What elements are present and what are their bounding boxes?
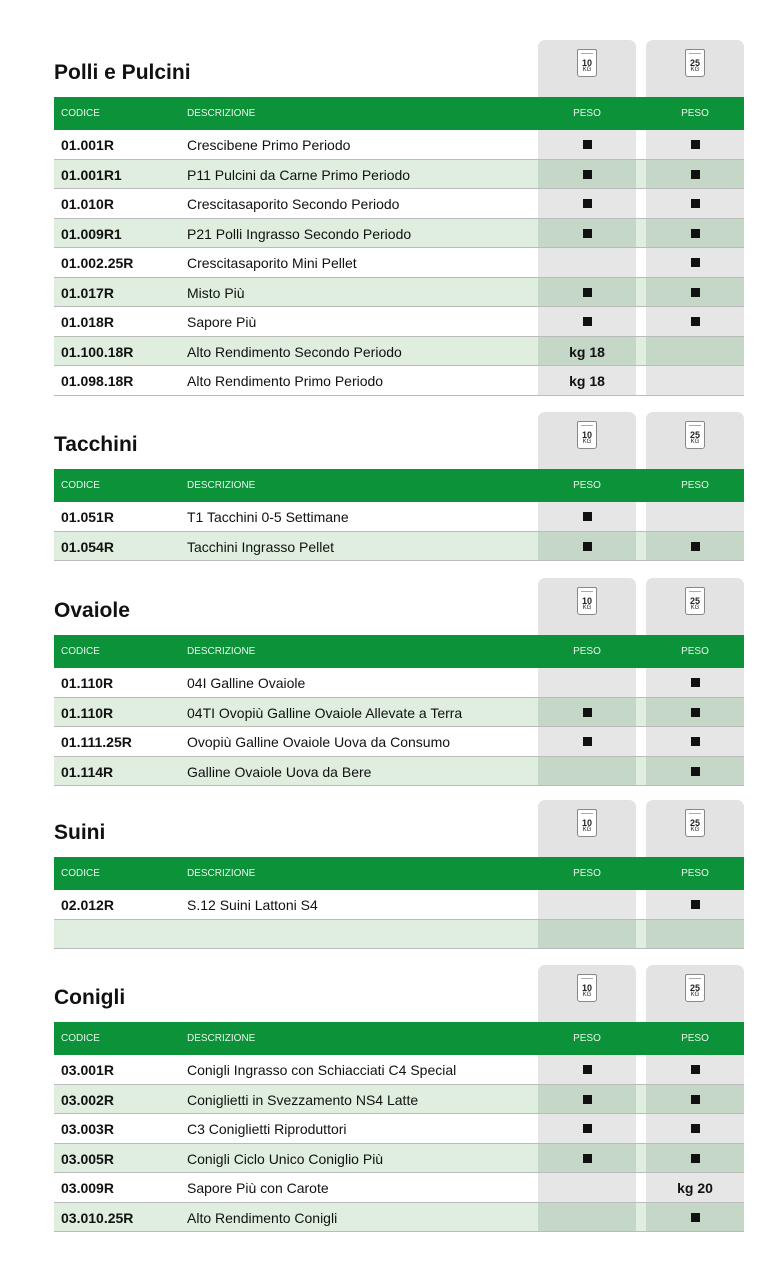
availability-mark: [583, 1095, 592, 1104]
section-title: Suini: [54, 821, 106, 844]
weight-10kg-cell: [538, 532, 636, 561]
table-row: [54, 1114, 744, 1144]
section-header: [54, 965, 744, 1022]
availability-mark: [583, 317, 592, 326]
weight-10kg-cell: [538, 1203, 636, 1232]
product-description: Ovopiù Galline Ovaiole Uova da Consumo: [187, 734, 451, 750]
bag-weight-number: 25: [689, 818, 700, 828]
product-code: 01.010R: [61, 196, 114, 212]
table-row: [54, 698, 744, 728]
weight-25kg-cell: [646, 757, 744, 786]
section-polli-e-pulcini: [54, 40, 744, 396]
availability-mark: [691, 678, 700, 687]
table-header: [54, 97, 744, 130]
section-title: Tacchini: [54, 433, 138, 456]
weight-10kg-cell: [538, 278, 636, 307]
column-header-code: CODICE: [61, 108, 100, 119]
table-row: [54, 248, 744, 278]
section-title: Polli e Pulcini: [54, 61, 191, 84]
weight-25kg-cell: [646, 698, 744, 727]
bag-column-25kg: [646, 40, 744, 97]
bag-weight-number: 10: [581, 596, 592, 606]
bag-column-25kg: [646, 578, 744, 635]
product-description: Crescibene Primo Periodo: [187, 137, 351, 153]
table-header: [54, 469, 744, 502]
bag-weight-number: 25: [689, 983, 700, 993]
table-row: [54, 502, 744, 532]
bag-25kg-icon: [685, 974, 705, 1002]
product-description: 04I Galline Ovaiole: [187, 675, 306, 691]
product-code: 03.010.25R: [61, 1209, 134, 1226]
product-description: 04TI Ovopiù Galline Ovaiole Allevate a Terra: [187, 704, 463, 721]
availability-mark: [583, 1154, 592, 1163]
availability-mark: [583, 1065, 592, 1074]
weight-25kg-cell: [646, 278, 744, 307]
product-code: 01.018R: [61, 314, 114, 330]
bag-weight-unit: KG: [582, 827, 592, 833]
weight-10kg-cell: [538, 160, 636, 189]
column-header-description: DESCRIZIONE: [187, 868, 256, 879]
section-ovaiole: [54, 578, 744, 786]
weight-label: kg 18: [569, 373, 605, 389]
bag-weight-unit: KG: [582, 992, 592, 998]
availability-mark: [691, 140, 700, 149]
availability-mark: [691, 1154, 700, 1163]
weight-25kg-cell: [646, 1114, 744, 1143]
product-code: 01.002.25R: [61, 255, 134, 271]
bag-column-10kg: [538, 578, 636, 635]
column-header-code: CODICE: [61, 480, 100, 491]
bag-weight-number: 10: [581, 818, 592, 828]
weight-label: kg 20: [677, 1180, 713, 1196]
product-code: 01.111.25R: [61, 734, 132, 750]
availability-mark: [583, 512, 592, 521]
weight-25kg-cell: [646, 248, 744, 277]
bag-weight-number: 10: [581, 983, 592, 993]
bag-10kg-icon: [577, 421, 597, 449]
table-row: [54, 307, 744, 337]
product-description: Crescitasaporito Mini Pellet: [187, 255, 357, 271]
bag-weight-number: 10: [581, 58, 592, 68]
product-description: Alto Rendimento Conigli: [187, 1209, 338, 1226]
column-header-code: CODICE: [61, 646, 100, 657]
product-code: 01.054R: [61, 538, 114, 555]
product-code: 03.002R: [61, 1091, 114, 1108]
weight-25kg-cell: [646, 668, 744, 697]
column-header-weight-25: PESO: [681, 1033, 709, 1044]
weight-10kg-cell: [538, 1144, 636, 1173]
product-code: 01.017R: [61, 284, 114, 301]
column-header-weight-25: PESO: [681, 480, 709, 491]
availability-mark: [691, 542, 700, 551]
product-description: Sapore Più: [187, 314, 257, 330]
availability-mark: [691, 229, 700, 238]
bag-column-10kg: [538, 412, 636, 469]
table-row: [54, 757, 744, 787]
section-conigli: [54, 965, 744, 1232]
product-code: 01.001R: [61, 137, 114, 153]
table-header: [54, 857, 744, 890]
weight-25kg-cell: [646, 532, 744, 561]
product-code: 03.009R: [61, 1180, 114, 1196]
bag-weight-number: 10: [581, 430, 592, 440]
availability-mark: [691, 737, 700, 746]
weight-25kg-cell: [646, 727, 744, 756]
column-header-weight-25: PESO: [681, 868, 709, 879]
weight-25kg-cell: [646, 502, 744, 531]
weight-10kg-cell: [538, 502, 636, 531]
table-row: [54, 160, 744, 190]
bag-weight-unit: KG: [582, 605, 592, 611]
weight-25kg-cell: [646, 366, 744, 395]
column-header-weight-10: PESO: [573, 480, 601, 491]
weight-10kg-cell: [538, 668, 636, 697]
table-row: [54, 278, 744, 308]
weight-25kg-cell: [646, 189, 744, 218]
availability-mark: [691, 1095, 700, 1104]
product-code: 03.001R: [61, 1062, 114, 1078]
weight-25kg-cell: [646, 1173, 744, 1202]
table-row: [54, 890, 744, 920]
weight-25kg-cell: [646, 1203, 744, 1232]
product-code: 03.005R: [61, 1150, 114, 1167]
column-header-description: DESCRIZIONE: [187, 480, 256, 491]
column-header-weight-10: PESO: [573, 868, 601, 879]
column-header-weight-25: PESO: [681, 108, 709, 119]
weight-10kg-cell: [538, 248, 636, 277]
bag-weight-number: 25: [689, 596, 700, 606]
bag-weight-unit: KG: [690, 605, 700, 611]
weight-25kg-cell: [646, 1055, 744, 1084]
weight-25kg-cell: [646, 1144, 744, 1173]
product-code: 01.110R: [61, 675, 114, 691]
product-description: Alto Rendimento Secondo Periodo: [187, 343, 402, 360]
product-description: T1 Tacchini 0-5 Settimane: [187, 509, 349, 525]
product-code: 01.001R1: [61, 166, 122, 183]
availability-mark: [583, 288, 592, 297]
weight-10kg-cell: [538, 219, 636, 248]
availability-mark: [583, 542, 592, 551]
weight-10kg-cell: [538, 189, 636, 218]
availability-mark: [583, 140, 592, 149]
bag-column-25kg: [646, 412, 744, 469]
product-description: Crescitasaporito Secondo Periodo: [187, 196, 400, 212]
bag-weight-number: 25: [689, 430, 700, 440]
weight-10kg-cell: [538, 337, 636, 366]
product-code: 03.003R: [61, 1121, 114, 1137]
product-description: Sapore Più con Carote: [187, 1180, 329, 1196]
weight-10kg-cell: [538, 1114, 636, 1143]
section-suini: [54, 800, 744, 949]
availability-mark: [583, 708, 592, 717]
weight-10kg-cell: [538, 698, 636, 727]
availability-mark: [691, 258, 700, 267]
table-row: [54, 219, 744, 249]
availability-mark: [583, 229, 592, 238]
product-description: Conigli Ciclo Unico Coniglio Più: [187, 1150, 384, 1167]
product-description: Galline Ovaiole Uova da Bere: [187, 763, 372, 780]
weight-25kg-cell: [646, 337, 744, 366]
availability-mark: [691, 900, 700, 909]
bag-10kg-icon: [577, 809, 597, 837]
table-row: [54, 366, 744, 396]
section-tacchini: [54, 412, 744, 561]
product-description: P21 Polli Ingrasso Secondo Periodo: [187, 225, 412, 242]
product-description: C3 Coniglietti Riproduttori: [187, 1121, 347, 1137]
product-code: 01.009R1: [61, 225, 122, 242]
weight-10kg-cell: [538, 366, 636, 395]
bag-25kg-icon: [685, 49, 705, 77]
availability-mark: [691, 1124, 700, 1133]
availability-mark: [691, 288, 700, 297]
bag-column-25kg: [646, 800, 744, 857]
product-code: 01.110R: [61, 704, 114, 721]
weight-10kg-cell: [538, 1085, 636, 1114]
bag-25kg-icon: [685, 421, 705, 449]
weight-25kg-cell: [646, 1085, 744, 1114]
product-description: P11 Pulcini da Carne Primo Periodo: [187, 166, 411, 183]
availability-mark: [583, 199, 592, 208]
column-header-weight-25: PESO: [681, 646, 709, 657]
product-description: Misto Più: [187, 284, 245, 301]
section-header: [54, 578, 744, 635]
product-code: 01.051R: [61, 509, 114, 525]
bag-10kg-icon: [577, 587, 597, 615]
weight-25kg-cell: [646, 160, 744, 189]
column-header-code: CODICE: [61, 1033, 100, 1044]
table-row: [54, 1144, 744, 1174]
bag-weight-unit: KG: [582, 67, 592, 73]
bag-weight-unit: KG: [690, 992, 700, 998]
column-header-weight-10: PESO: [573, 108, 601, 119]
product-description: Alto Rendimento Primo Periodo: [187, 373, 384, 389]
bag-weight-unit: KG: [690, 827, 700, 833]
availability-mark: [691, 317, 700, 326]
weight-25kg-cell: [646, 890, 744, 919]
weight-10kg-cell: [538, 757, 636, 786]
section-title: Conigli: [54, 986, 126, 1009]
availability-mark: [691, 767, 700, 776]
product-description: Tacchini Ingrasso Pellet: [187, 538, 335, 555]
weight-label: kg 18: [569, 343, 605, 360]
product-description: S.12 Suini Lattoni S4: [187, 897, 318, 913]
table-row: [54, 532, 744, 562]
column-header-description: DESCRIZIONE: [187, 108, 256, 119]
weight-10kg-cell: [538, 1055, 636, 1084]
weight-10kg-cell: [538, 727, 636, 756]
weight-25kg-cell: [646, 130, 744, 159]
bag-column-25kg: [646, 965, 744, 1022]
availability-mark: [691, 1065, 700, 1074]
availability-mark: [691, 1213, 700, 1222]
availability-mark: [691, 708, 700, 717]
section-header: [54, 800, 744, 857]
table-header: [54, 635, 744, 668]
product-description: Conigli Ingrasso con Schiacciati C4 Special: [187, 1062, 457, 1078]
bag-weight-unit: KG: [690, 67, 700, 73]
weight-10kg-cell: [538, 920, 636, 949]
table-row: [54, 1055, 744, 1085]
availability-mark: [691, 170, 700, 179]
weight-25kg-cell: [646, 920, 744, 949]
column-header-weight-10: PESO: [573, 1033, 601, 1044]
availability-mark: [691, 199, 700, 208]
table-row: [54, 1173, 744, 1203]
column-header-description: DESCRIZIONE: [187, 646, 256, 657]
product-code: 01.098.18R: [61, 373, 134, 389]
bag-column-10kg: [538, 40, 636, 97]
table-header: [54, 1022, 744, 1055]
column-header-description: DESCRIZIONE: [187, 1033, 256, 1044]
weight-25kg-cell: [646, 219, 744, 248]
table-row: [54, 1203, 744, 1233]
section-title: Ovaiole: [54, 599, 130, 622]
product-description: Coniglietti in Svezzamento NS4 Latte: [187, 1091, 419, 1108]
availability-mark: [583, 737, 592, 746]
availability-mark: [583, 1124, 592, 1133]
bag-25kg-icon: [685, 809, 705, 837]
bag-weight-unit: KG: [582, 439, 592, 445]
column-header-weight-10: PESO: [573, 646, 601, 657]
bag-weight-unit: KG: [690, 439, 700, 445]
section-header: [54, 412, 744, 469]
bag-weight-number: 25: [689, 58, 700, 68]
product-code: 02.012R: [61, 897, 114, 913]
table-row: [54, 189, 744, 219]
table-row: [54, 130, 744, 160]
weight-10kg-cell: [538, 130, 636, 159]
table-row: [54, 727, 744, 757]
weight-25kg-cell: [646, 307, 744, 336]
table-row: [54, 668, 744, 698]
weight-10kg-cell: [538, 1173, 636, 1202]
weight-10kg-cell: [538, 307, 636, 336]
bag-column-10kg: [538, 800, 636, 857]
section-header: [54, 40, 744, 97]
product-code: 01.114R: [61, 763, 114, 780]
product-code: 01.100.18R: [61, 343, 134, 360]
table-row: [54, 1085, 744, 1115]
table-row: [54, 920, 744, 950]
weight-10kg-cell: [538, 890, 636, 919]
bag-column-10kg: [538, 965, 636, 1022]
column-header-code: CODICE: [61, 868, 100, 879]
bag-10kg-icon: [577, 974, 597, 1002]
availability-mark: [583, 170, 592, 179]
bag-25kg-icon: [685, 587, 705, 615]
table-row: [54, 337, 744, 367]
bag-10kg-icon: [577, 49, 597, 77]
